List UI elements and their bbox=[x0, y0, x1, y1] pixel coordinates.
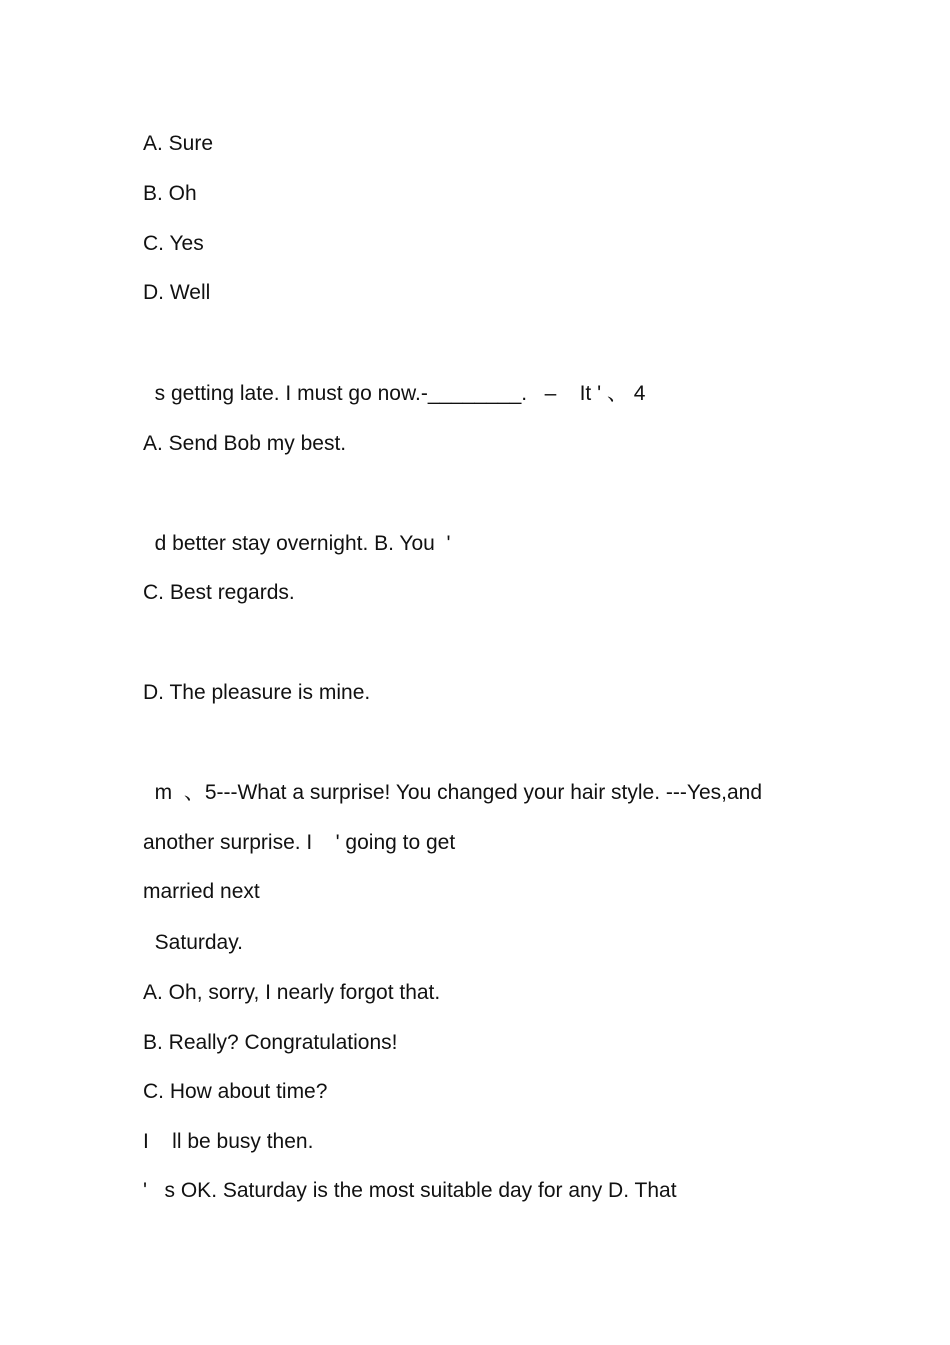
question-5-text: m 、5---What a surprise! You changed your hair style. ---Yes,and bbox=[143, 781, 763, 804]
q4-option-b: d better stay overnight. B. You ' bbox=[143, 532, 451, 555]
q5-option-c: C. How about time? bbox=[143, 1080, 328, 1103]
q5-option-d: ' s OK. Saturday is the most suitable day for any D. That bbox=[143, 1179, 677, 1202]
q4-option-a: A. Send Bob my best. bbox=[143, 432, 347, 455]
option-c-yes: C. Yes bbox=[143, 232, 204, 255]
q4-option-c: C. Best regards. bbox=[143, 581, 295, 604]
question-5-continued-2: married next bbox=[143, 880, 260, 903]
question-5-continued-3: Saturday. bbox=[143, 931, 243, 954]
option-b-oh: B. Oh bbox=[143, 182, 197, 205]
option-d-well: D. Well bbox=[143, 281, 211, 304]
question-5-continued: another surprise. I ' going to get bbox=[143, 831, 456, 854]
question-4-text: s getting late. I must go now.-________. – It ' 、 4 bbox=[143, 382, 646, 405]
q5-option-c-continued: I ll be busy then. bbox=[143, 1130, 314, 1153]
q5-option-a: A. Oh, sorry, I nearly forgot that. bbox=[143, 981, 441, 1004]
option-a-sure: A. Sure bbox=[143, 132, 214, 155]
q4-option-d: D. The pleasure is mine. bbox=[143, 681, 371, 704]
q5-option-b: B. Really? Congratulations! bbox=[143, 1031, 398, 1054]
